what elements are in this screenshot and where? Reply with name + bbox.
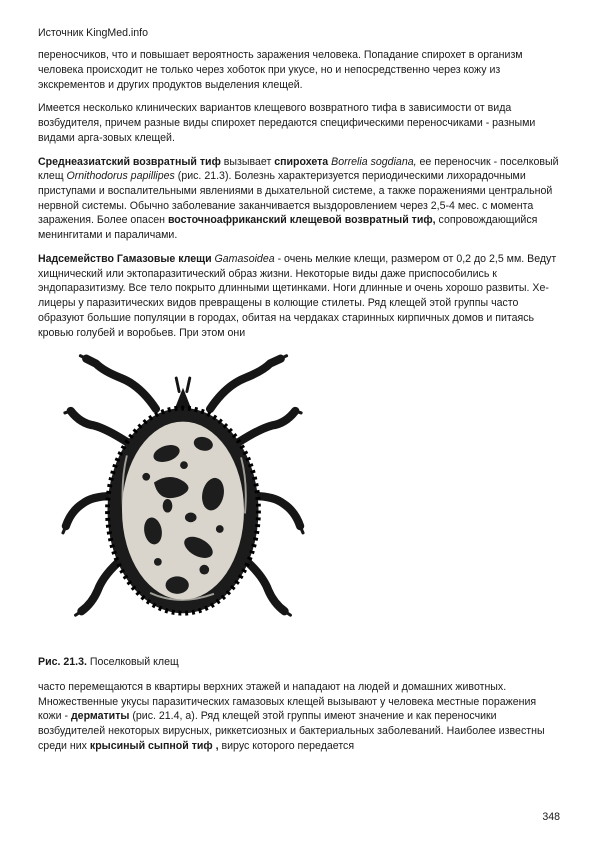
text-run: Borrelia sogdiana, (331, 155, 417, 168)
content-top (38, 48, 562, 340)
text-run: восточноафриканский клещевой возвратный тиф, (167, 214, 436, 227)
text-run: часто перемещаются в квартиры верхних этажей и нападают на людей и домашних животных. Множественные укусы паразитических гамазовых клещей вызывают у человека местные поражения кожи - (38, 680, 537, 723)
text-run: (рис. 21.3). Болезнь характеризуется периодическими лихорадочными приступами и воспалительными явлениями в дыхательной системе, а также поражениями центральной нервной системы. Обычно заболевание заканчивается выздоровлением через 2,5-4 мес. с момента заражения. Более опасен (38, 170, 553, 227)
text-run: Надсемейство Гамазовые клещи (38, 252, 212, 265)
text-run: переносчиков, что и повышает вероятность заражения человека. Попадание спирохет в организм человека происходит не только через хоботок при укусе, но и непосредственно через кожу из экскрементов и других продуктов выделения клещей. (38, 49, 523, 91)
paragraph (38, 48, 562, 92)
text-run: крысиный сыпной тиф , (89, 739, 219, 752)
text-run: - очень мелкие клещи, размером от 0,2 до 2,5 мм. Ведут хищнический или эктопаразитический образ жизни. Некоторые виды даже приспособились к эндопаразитизму. Все тело покрыто длинными щетинками. Ноги длинные и очень хорошо развиты. Хе-лицеры у паразитических видов превращены в колющие стилеты. Ряд клещей этой группы часто образуют большие популяции в городах, обитая на чердаках старинных кирпичных домов и питаясь кровью голубей и воробьев. При этом они (38, 252, 557, 339)
tick-figure (54, 349, 314, 649)
text-run: ее переносчик - поселковый клещ (38, 155, 559, 183)
paragraph (38, 155, 562, 243)
text-run: Ornithodorus papillipes (66, 170, 175, 183)
figure-caption (38, 655, 562, 670)
figure-caption-text: Поселковый клещ (86, 656, 179, 669)
paragraph (38, 252, 562, 340)
paragraph (38, 101, 562, 145)
text-run: (рис. 21.4, а). Ряд клещей этой группы имеют значение и как переносчики возбудителей некоторых вирусных, риккетсиозных и бактериальных заболеваний. Наиболее известны среди них (38, 710, 545, 752)
text-run: вызывает (220, 155, 275, 168)
text-run: вирус которого передается (218, 739, 355, 752)
text-run: сопровождающийся менингитами и параличами. (38, 214, 538, 242)
source-header: Источник KingMed.info (38, 27, 149, 39)
content-bottom (38, 680, 562, 754)
text-run: Gamasoidea (214, 252, 275, 265)
text-run: спирохета (274, 155, 329, 168)
text-run: Имеется несколько клинических вариантов клещевого возвратного тифа в зависимости от вида возбудителя, причем разные виды спирохет передаются специфическими переносчиками - разными видами арга-зовых клещей. (38, 102, 536, 144)
text-run: Среднеазиатский возвратный тиф (38, 155, 221, 168)
page-number: 348 (542, 811, 560, 823)
figure-caption-label: Рис. 21.3. (38, 656, 87, 669)
text-run: дерматиты (70, 710, 130, 723)
paragraph (38, 680, 562, 754)
tick-illustration-image (54, 349, 312, 649)
